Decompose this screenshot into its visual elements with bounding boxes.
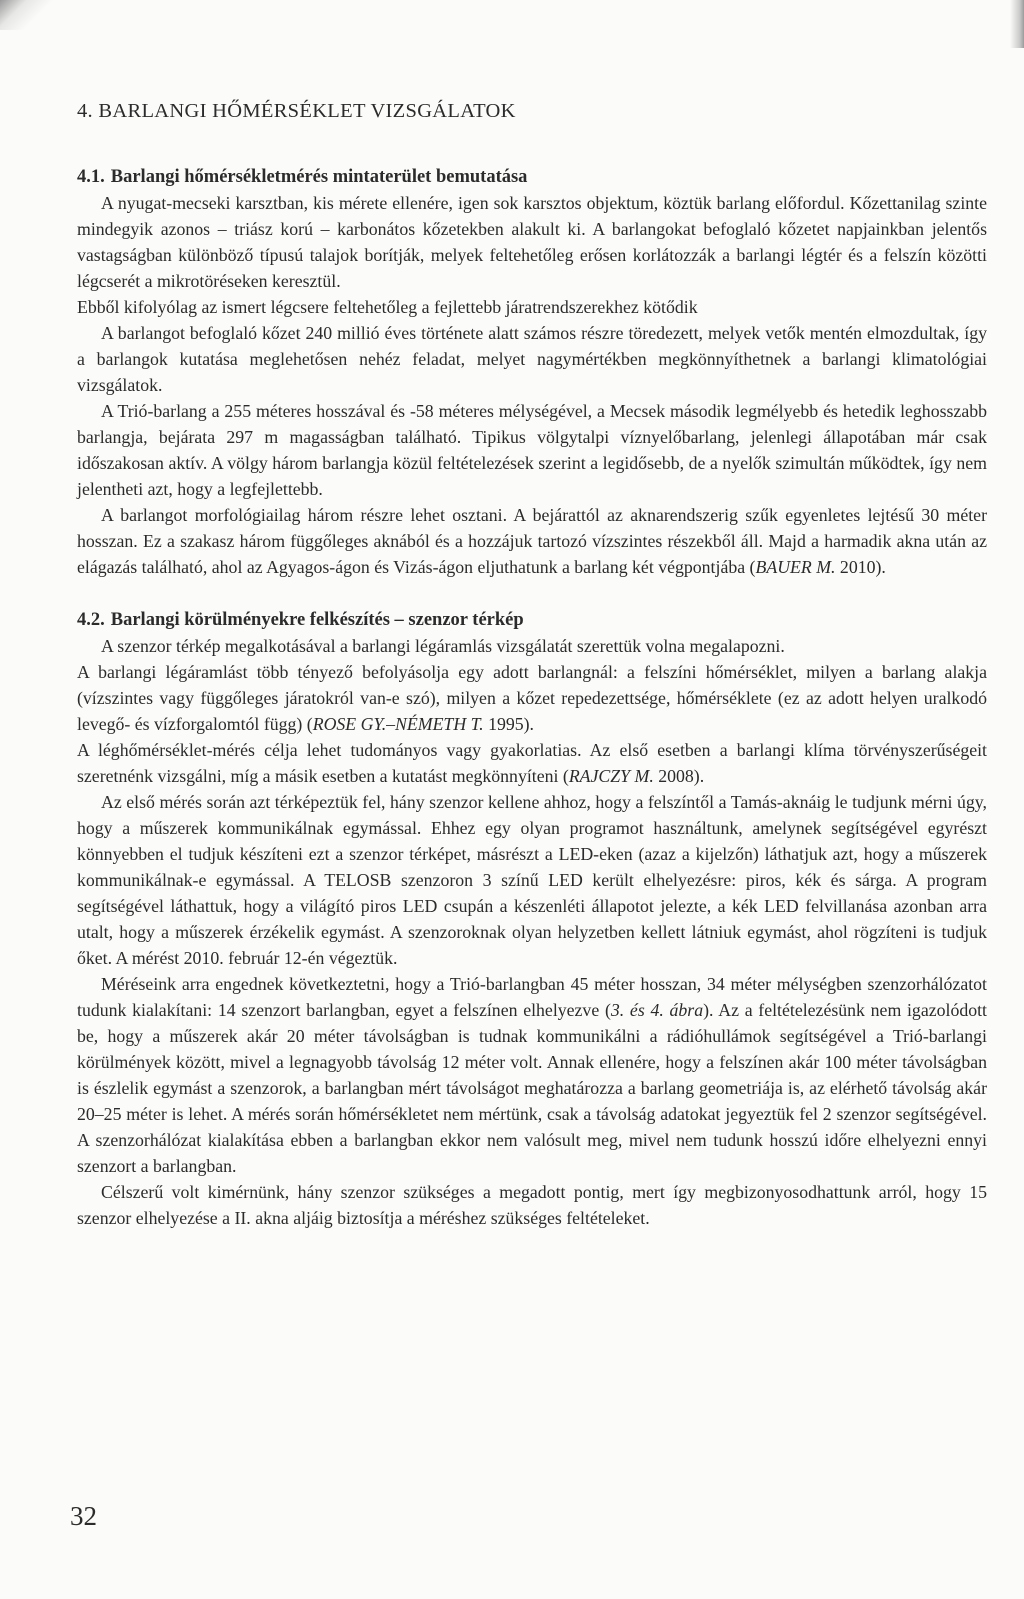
figure-reference: 3. és 4. ábra [610, 1000, 704, 1020]
section-heading-4-1 [77, 164, 987, 190]
scan-edge-shadow [1010, 0, 1024, 48]
paragraph-text: A léghőmérséklet-mérés célja lehet tudományos vagy gyakorlatias. Az első esetben a barlangi klíma törvényszerűségeit szeretnénk vizsgálni, míg a másik esetben a kutatást megkönnyíteni ( [77, 740, 987, 786]
paragraph-text: 2008). [653, 766, 705, 786]
page-number: 32 [70, 1501, 97, 1531]
paragraph: A barlangot befoglaló kőzet 240 millió éves története alatt számos részre töredezett, melyek vetők mentén elmozdultak, így a barlangok kutatása meglehetősen nehéz feladat, melyet nagymértékben megkönnyíthetnek a barlangi klimatológiai vizsgálatok. [77, 323, 987, 395]
paragraph: A szenzor térkép megalkotásával a barlangi légáramlás vizsgálatát szerettük volna megalapozni. [101, 636, 785, 656]
section-gap [77, 580, 987, 607]
paragraph: Az első mérés során azt térképeztük fel, hány szenzor kellene ahhoz, hogy a felszíntől a Tamás-aknáig le tudjunk mérni úgy, hogy a műszerek kommunikálnak egymással. Ehhez egy olyan programot használtunk, amelynek segítségével egyrészt könnyebben el tudjuk készíteni ezt a szenzor térképet, másrészt a LED-eken (azaz a kijelzőn) láthatjuk azt, hogy a műszerek kommunikálnak-e egymással. A TELOSB szenzoron 3 színű LED került elhelyezésre: piros, kék és sárga. A program segítségével láthattuk, hogy a világító piros LED csupán a készenléti állapotot jelezte, a kék LED felvillanása azonban arra utalt, hogy a műszerek érzékelik egymást. A szenzoroknak olyan helyzetben kellett látniuk egymást, ahol rögzíteni is tudjuk őket. A mérést 2010. február 12-én végeztük. [77, 792, 987, 968]
section-number: 4.1. [77, 167, 105, 187]
citation: RAJCZY M. [568, 766, 654, 786]
paragraph [77, 737, 987, 789]
paragraph-text: Méréseink arra engednek következtetni, hogy a Trió-barlangban 45 méter hosszan, 34 méter mélységben szenzorhálózatot tudunk kialakítani: 14 szenzort barlangban, egyet a felszínen elhelyezve ( [77, 974, 987, 1020]
section-title: Barlangi körülményekre felkészítés – szenzor térkép [110, 610, 524, 630]
paragraph [77, 659, 987, 737]
page-body [77, 98, 987, 1231]
paragraph-text: 2010). [835, 557, 886, 577]
paragraph: A nyugat-mecseki karsztban, kis mérete ellenére, igen sok karsztos objektum, köztük barlang előfordul. Kőzettanilag szinte mindegyik azonos – triász korú – karbonátos kőzetekben alakult ki. A barlangokat befoglaló kőzetet napjainkban jelentős vastagságban különböző típusú talajok borítják, melyek feltehetőleg erősen korlátozzák a barlangi légtér és a felszín közötti légcserét a mikrotöréseken keresztül. [77, 193, 987, 291]
paragraph [77, 502, 987, 580]
paragraph-text: 1995). [483, 714, 534, 734]
paragraph: Ebből kifolyólag az ismert légcsere feltehetőleg a fejlettebb járatrendszerekhez kötődik [77, 297, 698, 317]
citation: ROSE GY.–NÉMETH T. [312, 714, 484, 734]
citation: BAUER M. [755, 557, 836, 577]
section-heading-4-2 [77, 607, 987, 633]
paragraph: Célszerű volt kimérnünk, hány szenzor szükséges a megadott pontig, mert így megbizonyosodhattunk arról, hogy 15 szenzor elhelyezése a II. akna aljáig biztosítja a méréshez szükséges feltételeket. [77, 1182, 987, 1228]
paragraph: A Trió-barlang a 255 méteres hosszával és -58 méteres mélységével, a Mecsek második legmélyebb és hetedik leghosszabb barlangja, bejárata 297 m magasságban található. Tipikus völgytalpi víznyelőbarlang, jelenlegi állapotában már csak időszakosan aktív. A völgy három barlangja közül feltételezések szerint a legidősebb, de a nyelők szimultán működtek, így nem jelentheti azt, hogy a legfejlettebb. [77, 401, 987, 499]
section-number: 4.2. [77, 610, 105, 630]
paragraph [77, 971, 987, 1179]
paragraph-text: ). Az a feltételezésünk nem igazolódott be, hogy a műszerek akár 20 méter távolságban is tudnak kommunikálni a rádióhullámok segítségével a Trió-barlangi körülmények között, mivel a legnagyobb távolság 12 méter volt. Annak ellenére, hogy a felszínen akár 100 méter távolságban is észlelik egymást a szenzorok, a barlangban mért távolságot meghatározza a barlang geometriája is, az elérhető távolság akár 20–25 méter is lehet. A mérés során hőmérsékletet nem mértünk, csak a távolság adatokat jegyeztük fel 2 szenzor segítségével. A szenzorhálózat kialakítása ebben a barlangban ekkor nem valósult meg, mivel nem tudunk hosszú időre elhelyezni ennyi szenzort a barlangban. [77, 1000, 987, 1176]
paragraph-text: A barlangot morfológiailag három részre lehet osztani. A bejárattól az aknarendszerig szűk egyenletes lejtésű 30 méter hosszan. Ez a szakasz három függőleges aknából és a hozzájuk tartozó vízszintes részekből áll. Majd a harmadik akna után az elágazás található, ahol az Agyagos-ágon és Vizás-ágon eljuthatunk a barlang két végpontjába ( [77, 505, 987, 577]
paragraph-text: A barlangi légáramlást több tényező befolyásolja egy adott barlangnál: a felszíni hőmérséklet, milyen a barlang alakja (vízszintes vagy függőleges járatokról van-e szó), milyen a kőzet repedezettsége, hőmérséklete (ez az adott helyen uralkodó levegő- és vízforgalomtól függ) ( [77, 662, 987, 734]
chapter-title: 4. BARLANGI HŐMÉRSÉKLET VIZSGÁLATOK [77, 100, 516, 122]
scan-corner-shadow [0, 0, 60, 30]
section-title: Barlangi hőmérsékletmérés mintaterület bemutatása [110, 167, 528, 187]
